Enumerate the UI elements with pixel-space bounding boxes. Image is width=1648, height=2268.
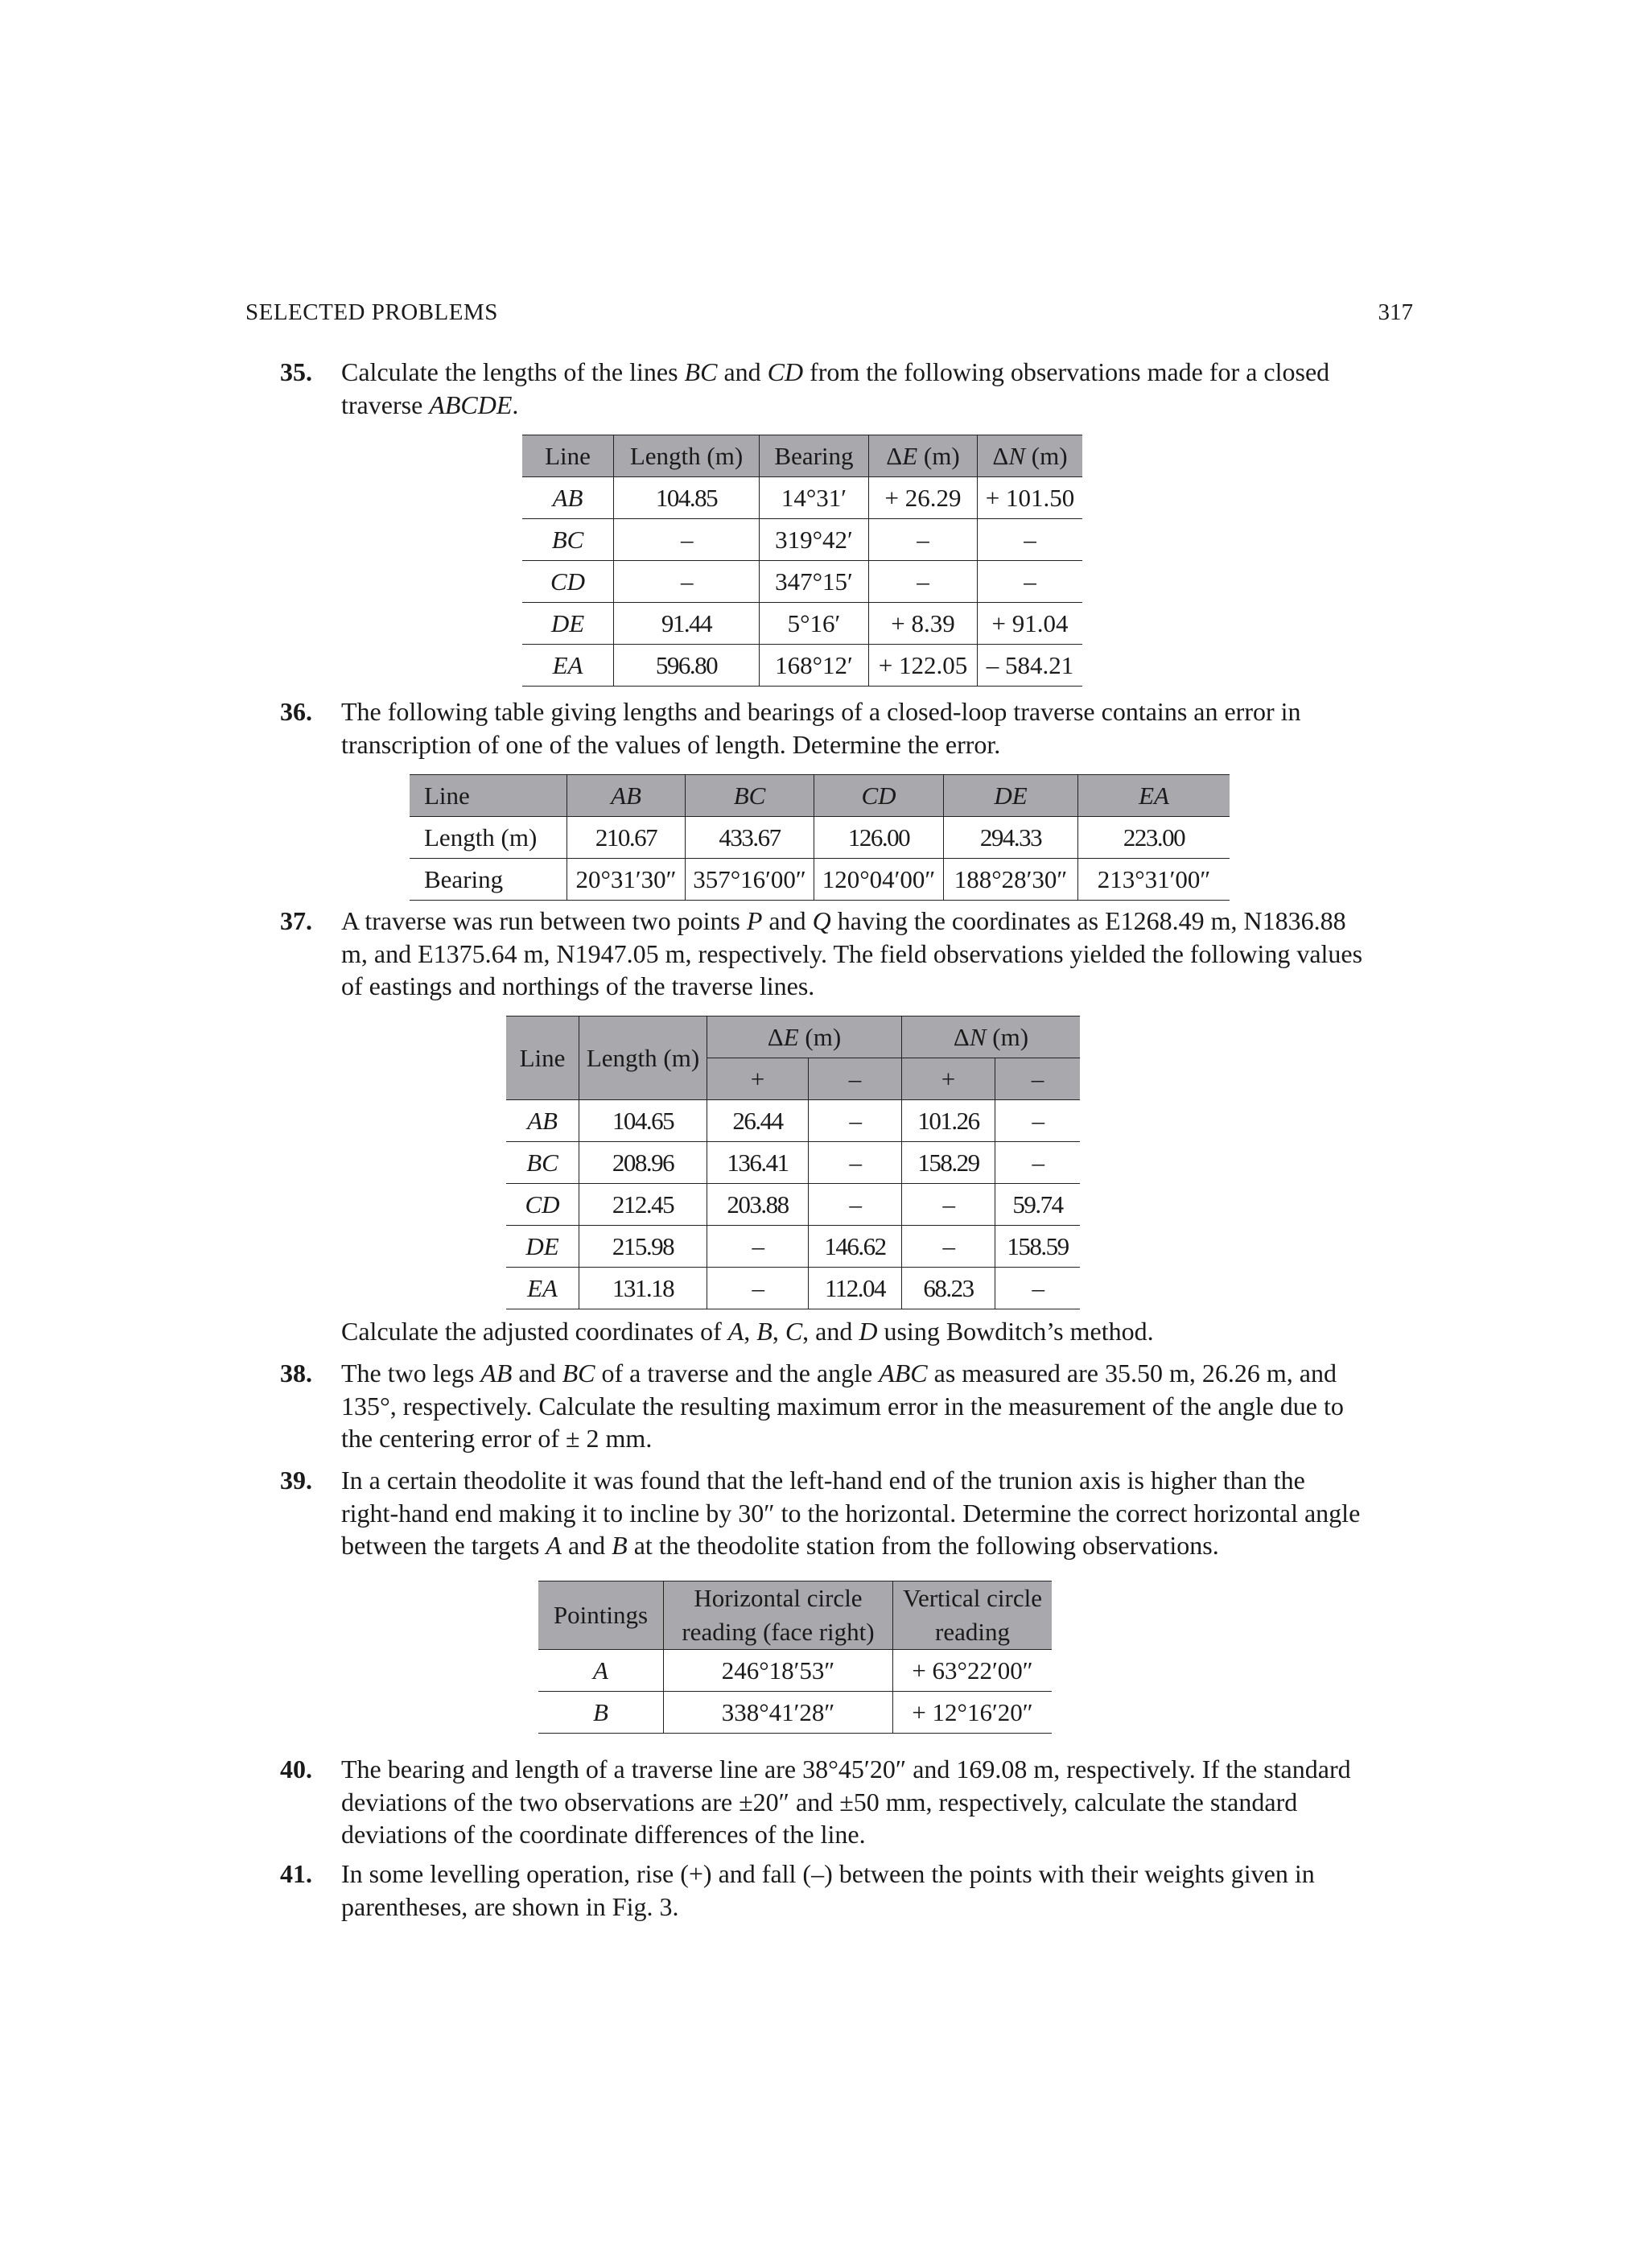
table-row [506, 1100, 1080, 1142]
table-cell: 246°18′53″ [664, 1650, 893, 1692]
table-cell: 203.88 [707, 1184, 809, 1226]
table-cell: 158.29 [902, 1142, 995, 1184]
table-cell: + 91.04 [978, 603, 1083, 645]
problem-37-followup [280, 1315, 1413, 1348]
col-header: Bearing [760, 435, 869, 477]
problem-40 [280, 1753, 1413, 1851]
table-cell: 319°42′ [760, 519, 869, 561]
table-cell: 347°15′ [760, 561, 869, 603]
problem-number: 35. [280, 357, 312, 386]
problem-38 [280, 1357, 1413, 1455]
table-39 [538, 1581, 1052, 1734]
table-cell: 131.18 [579, 1268, 707, 1309]
table-cell: – [614, 561, 760, 603]
text-line: parentheses, are shown in Fig. 3. [341, 1891, 679, 1921]
table-cell: 433.67 [686, 817, 814, 859]
running-title: SELECTED PROBLEMS [245, 299, 498, 325]
table-cell: – [978, 561, 1083, 603]
col-header: ΔN (m) [902, 1016, 1081, 1058]
text-line: In a certain theodolite it was found that the left-hand end of the trunion axis is higher than the [341, 1466, 1305, 1495]
table-cell: – [809, 1100, 902, 1142]
table-cell: 338°41′28″ [664, 1692, 893, 1734]
text-line: m, and E1375.64 m, N1947.05 m, respectively. The field observations yielded the following values [341, 938, 1363, 968]
table-row [410, 859, 1230, 901]
row-label: EA [522, 645, 614, 687]
table-cell: 120°04′00″ [814, 859, 944, 901]
table-cell: – 584.21 [978, 645, 1083, 687]
table-cell: + 122.05 [869, 645, 978, 687]
problem-number: 41. [280, 1859, 312, 1888]
table-row [522, 645, 1082, 687]
problem-text [341, 695, 1413, 761]
row-label: Bearing [410, 859, 567, 901]
table-cell: – [978, 519, 1083, 561]
text-line: right-hand end making it to incline by 30″ to the horizontal. Determine the correct horizontal angle [341, 1498, 1361, 1528]
row-label: AB [506, 1100, 579, 1142]
text-line: The two legs AB and BC of a traverse and the angle ABC as measured are 35.50 m, 26.26 m, and [341, 1359, 1337, 1388]
problem-number: 36. [280, 697, 312, 726]
table-cell: 158.59 [995, 1226, 1081, 1268]
table-cell: + 101.50 [978, 477, 1083, 519]
table-cell: 91.44 [614, 603, 760, 645]
table-row [522, 561, 1082, 603]
text-line: Calculate the lengths of the lines BC and CD from the following observations made for a closed [341, 357, 1330, 386]
table-cell: 104.85 [614, 477, 760, 519]
col-header: + [707, 1058, 809, 1100]
table-cell: 357°16′00″ [686, 859, 814, 901]
table-cell: – [995, 1142, 1081, 1184]
problem-text [341, 1357, 1413, 1455]
table-cell: 14°31′ [760, 477, 869, 519]
table-cell: + 12°16′20″ [893, 1692, 1053, 1734]
row-label: A [538, 1650, 664, 1692]
col-header: DE [944, 775, 1078, 817]
table-cell: 146.62 [809, 1226, 902, 1268]
col-header: CD [814, 775, 944, 817]
problem-36 [280, 695, 1413, 761]
problem-number: 39. [280, 1466, 312, 1495]
text-line: deviations of the two observations are ±20″ and ±50 mm, respectively, calculate the standard [341, 1787, 1298, 1816]
col-header: – [995, 1058, 1081, 1100]
table-body [522, 477, 1082, 687]
table-row [522, 603, 1082, 645]
table-cell: 168°12′ [760, 645, 869, 687]
problem-text [341, 1753, 1413, 1851]
table-cell: – [809, 1184, 902, 1226]
table-cell: – [869, 519, 978, 561]
problem-text [341, 1464, 1413, 1562]
text-line: 135°, respectively. Calculate the resulting maximum error in the measurement of the angle due to [341, 1391, 1344, 1421]
table-cell: – [902, 1184, 995, 1226]
table-body [538, 1650, 1052, 1734]
col-header: Line [410, 775, 567, 817]
table-cell: 26.44 [707, 1100, 809, 1142]
problem-41 [280, 1858, 1413, 1923]
table-row [522, 519, 1082, 561]
text-line: A traverse was run between two points P and Q having the coordinates as E1268.49 m, N1836.88 [341, 906, 1346, 935]
text-line: traverse ABCDE. [341, 390, 519, 419]
table-cell: 136.41 [707, 1142, 809, 1184]
table-cell: – [995, 1100, 1081, 1142]
row-label: BC [506, 1142, 579, 1184]
col-header: – [809, 1058, 902, 1100]
table-header-row [410, 775, 1230, 817]
table-cell: 223.00 [1078, 817, 1230, 859]
problem-37 [280, 905, 1413, 1003]
text-line: The following table giving lengths and bearings of a closed-loop traverse contains an error in [341, 697, 1301, 726]
table-cell: 188°28′30″ [944, 859, 1078, 901]
table-cell: 212.45 [579, 1184, 707, 1226]
table-cell: 215.98 [579, 1226, 707, 1268]
table-cell: – [614, 519, 760, 561]
col-header: reading [893, 1615, 1053, 1650]
table-header-row [522, 435, 1082, 477]
table-cell: – [809, 1142, 902, 1184]
row-label: Length (m) [410, 817, 567, 859]
row-label: DE [522, 603, 614, 645]
table-cell: 208.96 [579, 1142, 707, 1184]
table-row [538, 1650, 1052, 1692]
table-cell: + 8.39 [869, 603, 978, 645]
col-header: AB [567, 775, 686, 817]
col-header: Line [522, 435, 614, 477]
text-line: The bearing and length of a traverse line are 38°45′20″ and 169.08 m, respectively. If the standard [341, 1755, 1351, 1783]
table-cell: 112.04 [809, 1268, 902, 1309]
text-line: between the targets A and B at the theodolite station from the following observations. [341, 1531, 1219, 1560]
col-header: Line [506, 1016, 579, 1100]
col-header: reading (face right) [664, 1615, 893, 1650]
text-line: of eastings and northings of the traverse lines. [341, 971, 815, 1000]
table-cell: 104.65 [579, 1100, 707, 1142]
text-line: transcription of one of the values of length. Determine the error. [341, 729, 1001, 759]
text-line: deviations of the coordinate differences of the line. [341, 1820, 866, 1849]
table-row [522, 477, 1082, 519]
table-cell: 294.33 [944, 817, 1078, 859]
table-row [506, 1142, 1080, 1184]
table-cell: 5°16′ [760, 603, 869, 645]
problem-number: 38. [280, 1359, 312, 1388]
table-cell: + 63°22′00″ [893, 1650, 1053, 1692]
table-body [506, 1100, 1080, 1309]
col-header: Vertical circle [893, 1581, 1053, 1616]
text-line: In some levelling operation, rise (+) and fall (–) between the points with their weights given in [341, 1859, 1315, 1888]
col-header: + [902, 1058, 995, 1100]
col-header: Length (m) [579, 1016, 707, 1100]
col-header: BC [686, 775, 814, 817]
col-header: Pointings [538, 1581, 664, 1650]
table-cell: 210.67 [567, 817, 686, 859]
problem-35 [280, 356, 1413, 421]
table-cell: 59.74 [995, 1184, 1081, 1226]
table-cell: – [995, 1268, 1081, 1309]
table-37 [506, 1016, 1080, 1309]
table-row [506, 1268, 1080, 1309]
row-label: BC [522, 519, 614, 561]
table-cell: 596.80 [614, 645, 760, 687]
col-header: EA [1078, 775, 1230, 817]
row-label: CD [506, 1184, 579, 1226]
problem-number: 40. [280, 1755, 312, 1783]
table-36 [410, 774, 1230, 901]
table-row [506, 1226, 1080, 1268]
table-cell: 101.26 [902, 1100, 995, 1142]
table-row [410, 817, 1230, 859]
table-row [506, 1184, 1080, 1226]
problem-text [341, 905, 1413, 1003]
table-header-row [506, 1016, 1080, 1058]
running-header [245, 299, 1413, 332]
col-header: Horizontal circle [664, 1581, 893, 1616]
row-label: DE [506, 1226, 579, 1268]
table-header-row [538, 1581, 1052, 1616]
col-header: ΔN (m) [978, 435, 1083, 477]
table-cell: – [707, 1268, 809, 1309]
table-cell: – [902, 1226, 995, 1268]
row-label: B [538, 1692, 664, 1734]
problem-text [341, 1858, 1413, 1923]
row-label: EA [506, 1268, 579, 1309]
col-header: Length (m) [614, 435, 760, 477]
col-header: ΔE (m) [869, 435, 978, 477]
row-label: AB [522, 477, 614, 519]
table-cell: – [707, 1226, 809, 1268]
table-row [538, 1692, 1052, 1734]
text-line: Calculate the adjusted coordinates of A, B, C, and D using Bowditch’s method. [341, 1317, 1154, 1346]
col-header: ΔE (m) [707, 1016, 902, 1058]
table-cell: 68.23 [902, 1268, 995, 1309]
table-cell: 20°31′30″ [567, 859, 686, 901]
page-number: 317 [1378, 299, 1413, 325]
table-cell: 213°31′00″ [1078, 859, 1230, 901]
table-cell: – [869, 561, 978, 603]
table-cell: + 26.29 [869, 477, 978, 519]
problem-number: 37. [280, 906, 312, 935]
table-35 [522, 435, 1082, 687]
row-label: CD [522, 561, 614, 603]
problem-39 [280, 1464, 1413, 1562]
problem-text [341, 356, 1413, 421]
table-cell: 126.00 [814, 817, 944, 859]
text-line: the centering error of ± 2 mm. [341, 1424, 653, 1453]
